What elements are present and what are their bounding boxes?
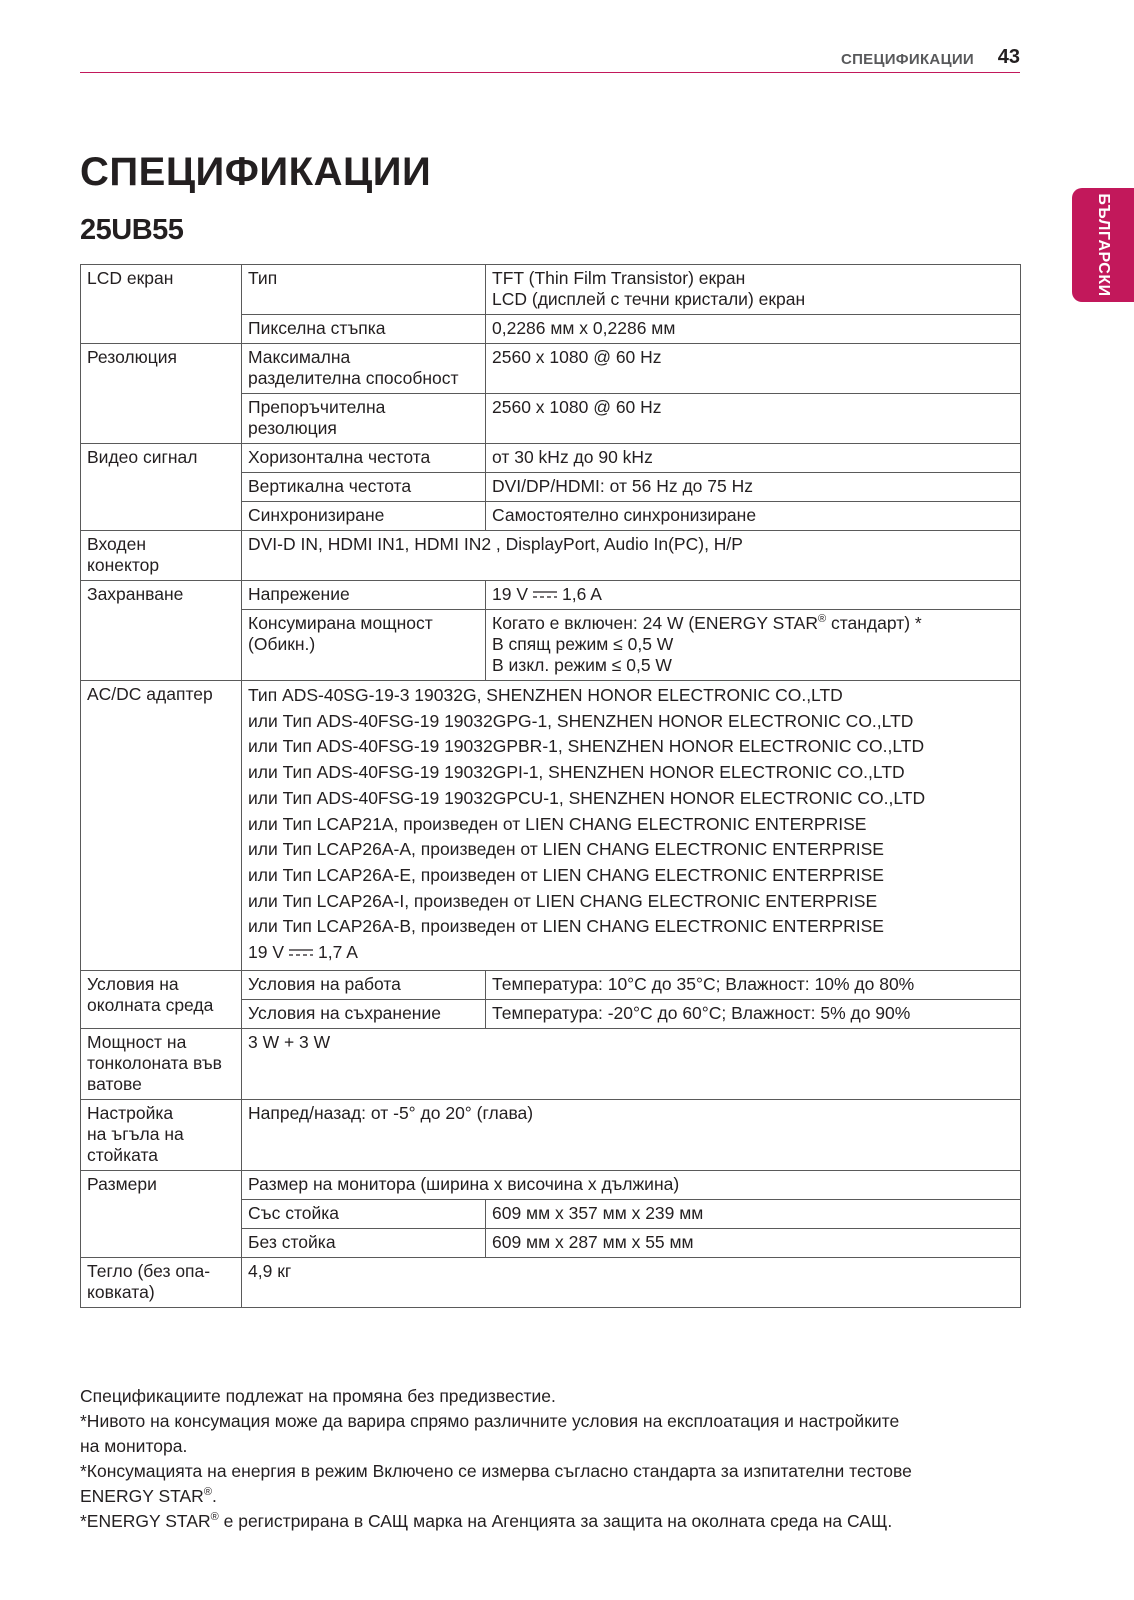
table-row [81, 681, 1021, 971]
table-cell: Консумирана мощност (Обикн.) [242, 610, 486, 681]
page-title: СПЕЦИФИКАЦИИ [80, 150, 432, 194]
table-cell: 609 мм x 357 мм x 239 мм [486, 1199, 1021, 1228]
row-header-lcd: LCD екран [81, 265, 242, 344]
table-cell: 3 W + 3 W [242, 1028, 1021, 1099]
list-item: или Тип ADS-40FSG-19 19032GPCU-1, SHENZHEN HONOR ELECTRONIC CO.,LTD [248, 787, 926, 808]
footnote: *ENERGY STAR® е регистрирана в САЩ марка на Агенцията за защита на околната среда на САЩ. [80, 1511, 893, 1531]
table-cell: Размер на монитора (ширина x височина x дължина) [242, 1170, 1021, 1199]
list-item: или Тип ADS-40FSG-19 19032GPBR-1, SHENZHEN HONOR ELECTRONIC CO.,LTD [248, 736, 925, 757]
table-cell: Когато е включен: 24 W (ENERGY STAR® стандарт) * В спящ режим ≤ 0,5 W В изкл. режим ≤ 0,5 W [486, 610, 1021, 681]
table-cell: Със стойка [242, 1199, 486, 1228]
table-cell: Синхронизиране [242, 502, 486, 531]
table-cell: 609 мм x 287 мм x 55 мм [486, 1228, 1021, 1257]
list-item: или Тип LCAP21A, произведен от LIEN CHANG ELECTRONIC ENTERPRISE [248, 813, 867, 834]
row-header-stand: Настройка на ъгъла на стойката [81, 1099, 242, 1170]
list-item: Тип ADS-40SG-19-3 19032G, SHENZHEN HONOR ELECTRONIC CO.,LTD [248, 685, 843, 705]
list-item: или Тип LCAP26A-E, произведен от LIEN CHANG ELECTRONIC ENTERPRISE [248, 864, 884, 885]
table-cell: Максимална разделителна способност [242, 344, 486, 394]
table-cell: 4,9 кг [242, 1257, 1021, 1307]
row-header-power: Захранване [81, 581, 242, 681]
table-cell: Температура: -20°C до 60°C; Влажност: 5% до 90% [486, 999, 1021, 1028]
table-cell: 2560 x 1080 @ 60 Hz [486, 394, 1021, 444]
table-cell: Температура: 10°C до 35°C; Влажност: 10% до 80% [486, 970, 1021, 999]
table-row [81, 1099, 1021, 1170]
running-section-title: СПЕЦИФИКАЦИИ [840, 51, 974, 68]
table-cell: Хоризонтална честота [242, 444, 486, 473]
specifications-table [80, 264, 1021, 1308]
table-cell: 0,2286 мм x 0,2286 мм [486, 315, 1021, 344]
row-header-input: Входен конектор [81, 531, 242, 581]
table-cell: Пикселна стъпка [242, 315, 486, 344]
table-cell: Условия на работа [242, 970, 486, 999]
table-row [81, 444, 1021, 473]
row-header-speaker: Мощност на тонколоната във ватове [81, 1028, 242, 1099]
list-item: или Тип ADS-40FSG-19 19032GPI-1, SHENZHEN HONOR ELECTRONIC CO.,LTD [248, 762, 905, 783]
table-cell: Напред/назад: от -5° до 20° (глава) [242, 1099, 1021, 1170]
list-item: или Тип LCAP26A-A, произведен от LIEN CHANG ELECTRONIC ENTERPRISE [248, 839, 884, 860]
table-cell: Самостоятелно синхронизиране [486, 502, 1021, 531]
language-tab-label: БЪЛГАРСКИ [1095, 193, 1112, 297]
footnotes [80, 1384, 1020, 1534]
table-row [81, 581, 1021, 610]
table-row [81, 265, 1021, 315]
dc-symbol-icon [288, 947, 314, 959]
table-cell: DVI-D IN, HDMI IN1, HDMI IN2 , DisplayPort, Audio In(PC), H/P [242, 531, 1021, 581]
table-cell: Напрежение [242, 581, 486, 610]
page-number: 43 [997, 46, 1020, 68]
table-row [81, 1028, 1021, 1099]
footnote: *Нивото на консумация може да варира спрямо различните условия на експлоатация и настройките на монитора. [80, 1411, 900, 1456]
table-cell: Условия на съхранение [242, 999, 486, 1028]
dc-symbol-icon [532, 589, 558, 601]
table-row [81, 1257, 1021, 1307]
row-header-adapter: AC/DC адаптер [81, 681, 242, 971]
table-cell: Без стойка [242, 1228, 486, 1257]
table-cell: Тип [242, 265, 486, 315]
row-header-resolution: Резолюция [81, 344, 242, 444]
model-title: 25UB55 [80, 214, 184, 246]
table-cell: Препоръчителна резолюция [242, 394, 486, 444]
list-item: или Тип ADS-40FSG-19 19032GPG-1, SHENZHEN HONOR ELECTRONIC CO.,LTD [248, 710, 914, 731]
table-row [81, 531, 1021, 581]
row-header-video: Видео сигнал [81, 444, 242, 531]
running-header [80, 44, 1020, 73]
table-cell: TFT (Thin Film Transistor) екран LCD (дисплей с течни кристали) екран [486, 265, 1021, 315]
footnote: *Консумацията на енергия в режим Включено се измерва съгласно стандарта за изпитателни тестове ENERGY STAR®. [80, 1461, 912, 1506]
list-item: или Тип LCAP26A-I, произведен от LIEN CHANG ELECTRONIC ENTERPRISE [248, 890, 878, 911]
row-header-weight: Тегло (без опа- ковката) [81, 1257, 242, 1307]
table-cell: Вертикална честота [242, 473, 486, 502]
table-row [81, 1170, 1021, 1199]
table-cell: от 30 kHz до 90 kHz [486, 444, 1021, 473]
table-cell: 19 V 1,6 A [486, 581, 1021, 610]
row-header-dimensions: Размери [81, 1170, 242, 1257]
table-cell: DVI/DP/HDMI: от 56 Hz до 75 Hz [486, 473, 1021, 502]
footnote: Спецификациите подлежат на промяна без предизвестие. [80, 1386, 556, 1406]
table-row [81, 970, 1021, 999]
row-header-environment: Условия на околната среда [81, 970, 242, 1028]
adapter-list: Тип ADS-40SG-19-3 19032G, SHENZHEN HONOR ELECTRONIC CO.,LTD или Тип ADS-40FSG-19 19032GPG-1, SHENZHEN HONOR ELECTRONIC CO.,LTD или Тип ADS-40FSG-19 19032GPBR-1, SHENZHEN HONOR ELECTRONIC CO.,LTD или Тип ADS-40FSG-19 19032GPI-1, SHENZHEN HONOR ELECTRONIC CO.,LTD или Тип ADS-40FSG-19 19032GPCU-1, SHENZHEN HONOR ELECTRONIC CO.,LTD или Тип LCAP21A, произведен от LIEN CHANG ELECTRONIC ENTERPRISE или Тип LCAP26A-A, произведен от LIEN CHANG ELECTRONIC ENTERPRISE или Тип LCAP26A-E, произведен от LIEN CHANG ELECTRONIC ENTERPRISE или Тип LCAP26A-I, произведен от LIEN CHANG ELECTRONIC ENTERPRISE или Тип LCAP26A-B, произведен от LIEN CHANG ELECTRONIC ENTERPRISE 19 V 1,7 A [242, 681, 1021, 971]
list-item: или Тип LCAP26A-B, произведен от LIEN CHANG ELECTRONIC ENTERPRISE [248, 916, 884, 937]
table-row [81, 344, 1021, 394]
table-cell: 2560 x 1080 @ 60 Hz [486, 344, 1021, 394]
language-tab[interactable] [1072, 188, 1134, 302]
